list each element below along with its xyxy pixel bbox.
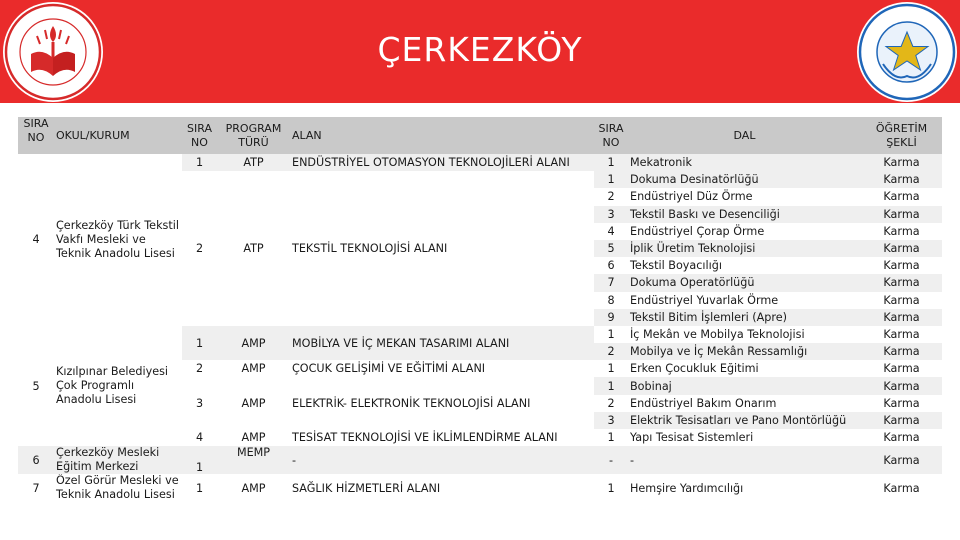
branch-no: 1 (607, 173, 615, 187)
branch-no: 1 (607, 379, 615, 393)
header-sira-no-school: SIRA NO (23, 117, 49, 144)
school-no: 7 (32, 481, 40, 495)
area-name: SAĞLIK HİZMETLERİ ALANI (292, 481, 441, 495)
branch-no: 1 (607, 362, 615, 376)
header-program-turu: PROGRAM TÜRÜ (225, 121, 282, 149)
branch-no: 1 (607, 481, 615, 495)
teaching-type: Karma (883, 345, 920, 359)
teaching-type: Karma (883, 242, 920, 256)
program-type: AMP (241, 481, 266, 495)
area-name: ELEKTRİK- ELEKTRONİK TEKNOLOJİSİ ALANI (290, 377, 594, 429)
teaching-type: Karma (883, 310, 920, 324)
branch-name: Mekatronik (630, 156, 692, 170)
header-dal: DAL (733, 129, 756, 142)
teaching-type: Karma (883, 156, 920, 170)
teaching-type: Karma (883, 276, 920, 290)
teaching-type: Karma (883, 413, 920, 427)
header-alan: ALAN (292, 129, 322, 142)
program-type: ATP (217, 171, 290, 326)
program-no: 1 (195, 461, 204, 475)
school-program-table-container (18, 117, 942, 502)
program-no: 2 (195, 362, 204, 376)
program-no: 2 (182, 171, 217, 326)
directorate-emblem-icon (857, 2, 957, 102)
branch-name: Elektrik Tesisatları ve Pano Montörlüğü (630, 413, 847, 427)
program-type: AMP (241, 362, 266, 376)
teaching-type: Karma (883, 327, 920, 341)
area-name: TEKSTİL TEKNOLOJİSİ ALANI (290, 171, 594, 326)
area-name: - (292, 453, 297, 467)
branch-name: Dokuma Desinatörlüğü (630, 173, 759, 187)
school-name: Çerkezköy Mesleki Eğitim Merkezi (56, 446, 160, 474)
branch-name: Endüstriyel Çorap Örme (630, 224, 765, 238)
table-row (18, 326, 942, 343)
header-ogretim-sekli: ÖĞRETİM ŞEKLİ (875, 121, 928, 149)
school-name: Özel Görür Mesleki ve Teknik Anadolu Lisesi (56, 474, 179, 502)
teaching-type: Karma (883, 431, 920, 445)
program-no: 4 (195, 431, 204, 445)
school-no: 6 (32, 453, 40, 467)
table-header-row (18, 117, 942, 154)
teaching-type: Karma (883, 190, 920, 204)
program-type: AMP (241, 431, 266, 445)
branch-no: 3 (607, 207, 615, 221)
table-row (18, 474, 942, 502)
teaching-type: Karma (883, 293, 920, 307)
teaching-type: Karma (883, 453, 920, 467)
area-name: ENDÜSTRİYEL OTOMASYON TEKNOLOJİLERİ ALANI (292, 156, 570, 170)
branch-no: 1 (607, 431, 615, 445)
branch-name: Tekstil Baskı ve Desenciliği (630, 207, 780, 221)
program-type: AMP (217, 326, 290, 360)
branch-no: 5 (607, 242, 615, 256)
area-name: ÇOCUK GELİŞİMİ VE EĞİTİMİ ALANI (292, 362, 486, 376)
branch-no: 2 (607, 190, 615, 204)
branch-name: Yapı Tesisat Sistemleri (630, 431, 754, 445)
branch-no: 2 (607, 396, 615, 410)
branch-no: 1 (607, 156, 615, 170)
branch-no: 3 (607, 413, 615, 427)
branch-no: 2 (607, 345, 615, 359)
branch-name: - (630, 453, 635, 467)
branch-no: 7 (607, 276, 615, 290)
teaching-type: Karma (883, 396, 920, 410)
school-name: Çerkezköy Türk Tekstil Vakfı Mesleki ve Teknik Anadolu Lisesi (54, 154, 182, 326)
school-no: 4 (18, 154, 54, 326)
branch-no: - (608, 453, 614, 467)
program-type: AMP (217, 377, 290, 429)
program-no: 1 (195, 481, 204, 495)
teaching-type: Karma (883, 259, 920, 273)
branch-name: İplik Üretim Teknolojisi (630, 242, 756, 256)
branch-no: 8 (607, 293, 615, 307)
branch-name: Bobinaj (630, 379, 672, 393)
table-row (18, 446, 942, 474)
page-title: ÇERKEZKÖY (377, 30, 583, 69)
ministry-logo (3, 2, 103, 102)
program-no: 3 (182, 377, 217, 429)
school-program-table (18, 117, 942, 502)
teaching-type: Karma (883, 362, 920, 376)
branch-name: Hemşire Yardımcılığı (630, 481, 744, 495)
school-no: 5 (18, 326, 54, 446)
branch-name: Erken Çocukluk Eğitimi (630, 362, 759, 376)
branch-no: 4 (607, 224, 615, 238)
header-sira-no-program: SIRA NO (187, 121, 212, 149)
header-okul-kurum: OKUL/KURUM (56, 129, 130, 142)
teaching-type: Karma (883, 207, 920, 221)
area-name: MOBİLYA VE İÇ MEKAN TASARIMI ALANI (290, 326, 594, 360)
branch-no: 1 (607, 327, 615, 341)
branch-no: 9 (607, 310, 615, 324)
branch-name: Endüstriyel Bakım Onarım (630, 396, 777, 410)
header-sira-no-dal: SIRA NO (598, 121, 624, 149)
branch-name: Tekstil Boyacılığı (630, 259, 722, 273)
branch-name: Tekstil Bitim İşlemleri (Apre) (630, 310, 788, 324)
branch-name: Dokuma Operatörlüğü (630, 276, 755, 290)
teaching-type: Karma (883, 481, 920, 495)
branch-name: İç Mekân ve Mobilya Teknolojisi (630, 327, 805, 341)
program-type: MEMP (236, 446, 271, 460)
area-name: TESİSAT TEKNOLOJİSİ VE İKLİMLENDİRME ALANI (292, 431, 558, 445)
branch-name: Mobilya ve İç Mekân Ressamlığı (630, 345, 808, 359)
teaching-type: Karma (883, 173, 920, 187)
program-no: 1 (182, 326, 217, 360)
table-row (18, 154, 942, 171)
branch-no: 6 (607, 259, 615, 273)
teaching-type: Karma (883, 224, 920, 238)
program-no: 1 (195, 156, 204, 170)
ministry-emblem-icon (3, 2, 103, 102)
teaching-type: Karma (883, 379, 920, 393)
directorate-logo (857, 2, 957, 102)
branch-name: Endüstriyel Yuvarlak Örme (630, 293, 779, 307)
program-type: ATP (243, 156, 264, 170)
branch-name: Endüstriyel Düz Örme (630, 190, 753, 204)
school-name: Kızılpınar Belediyesi Çok Programlı Anadolu Lisesi (54, 326, 182, 446)
